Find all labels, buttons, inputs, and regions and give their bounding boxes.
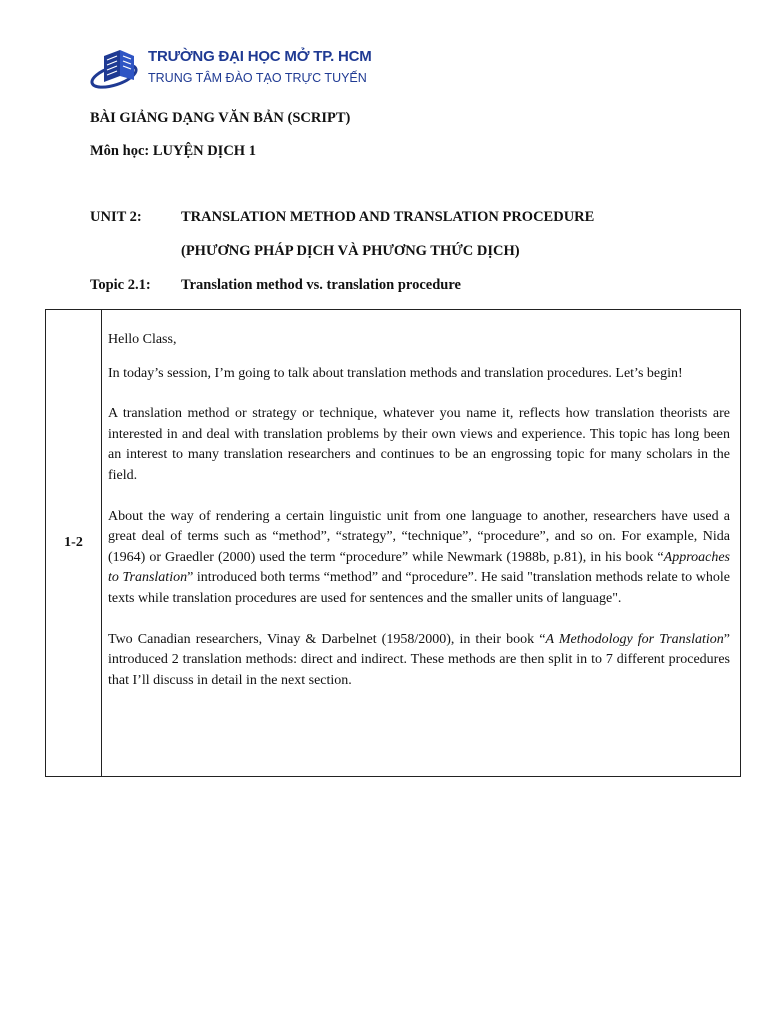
- unit-label: UNIT 2:: [90, 209, 142, 225]
- logo-title: TRƯỜNG ĐẠI HỌC MỞ TP. HCM: [148, 48, 372, 65]
- book-title-approaches: Approaches to Translation: [108, 549, 730, 586]
- intro-paragraph: In today’s session, I’m going to talk about translation methods and translation procedures. Let’s begin!: [108, 365, 683, 381]
- book-emblem-icon: [90, 46, 146, 92]
- paragraph-terms-part-2: ” introduced both terms “method” and “procedure”. He said "translation methods relate to whole texts while translation procedures are used for sentences and the smaller units of language".: [108, 570, 731, 606]
- paragraph-vinay-darbelnet: [108, 630, 730, 692]
- greeting-text: Hello Class,: [108, 332, 177, 347]
- university-logo: [90, 44, 372, 100]
- doc-type-heading: BÀI GIẢNG DẠNG VĂN BẢN (SCRIPT): [90, 110, 351, 126]
- book-title-methodology: A Methodology for Translation: [545, 631, 724, 647]
- paragraph-vinay-part-1: Two Canadian researchers, Vinay & Darbelnet (1958/2000), in their book “: [108, 631, 546, 647]
- row-number: 1-2: [46, 310, 102, 777]
- unit-title: TRANSLATION METHOD AND TRANSLATION PROCEDURE: [181, 209, 595, 225]
- logo-subtitle: TRUNG TÂM ĐÀO TẠO TRỰC TUYẾN: [148, 71, 367, 85]
- course-heading: Môn học: LUYỆN DỊCH 1: [90, 143, 256, 159]
- topic-title: Translation method vs. translation procedure: [181, 277, 461, 293]
- paragraph-terms: [108, 507, 730, 610]
- unit-title-vietnamese: (PHƯƠNG PHÁP DỊCH VÀ PHƯƠNG THỨC DỊCH): [181, 243, 520, 259]
- paragraph-terms-part-1: About the way of rendering a certain linguistic unit from one language to another, researchers have used a great deal of terms such as “method”, “strategy”, “technique”, “procedure”, and so on. For example, Nida (1964) or Graedler (2000) used the term “procedure” while Newmark (1988b, p.81), in his book “: [108, 508, 730, 565]
- topic-label: Topic 2.1:: [90, 277, 151, 293]
- script-content: [102, 310, 741, 777]
- table-row: [46, 310, 741, 777]
- paragraph-method-definition: A translation method or strategy or technique, whatever you name it, reflects how translation theorists are interested in and deal with translation problems by their own views and experience. This topic has long been an interest to many translation researchers and continues to be an engrossing topic for many scholars in the field.: [108, 406, 730, 483]
- script-table: [45, 309, 741, 777]
- paragraph-vinay-part-2: ” introduced 2 translation methods: direct and indirect. These methods are then split in to 7 different procedures that I’ll discuss in detail in the next section.: [108, 631, 730, 688]
